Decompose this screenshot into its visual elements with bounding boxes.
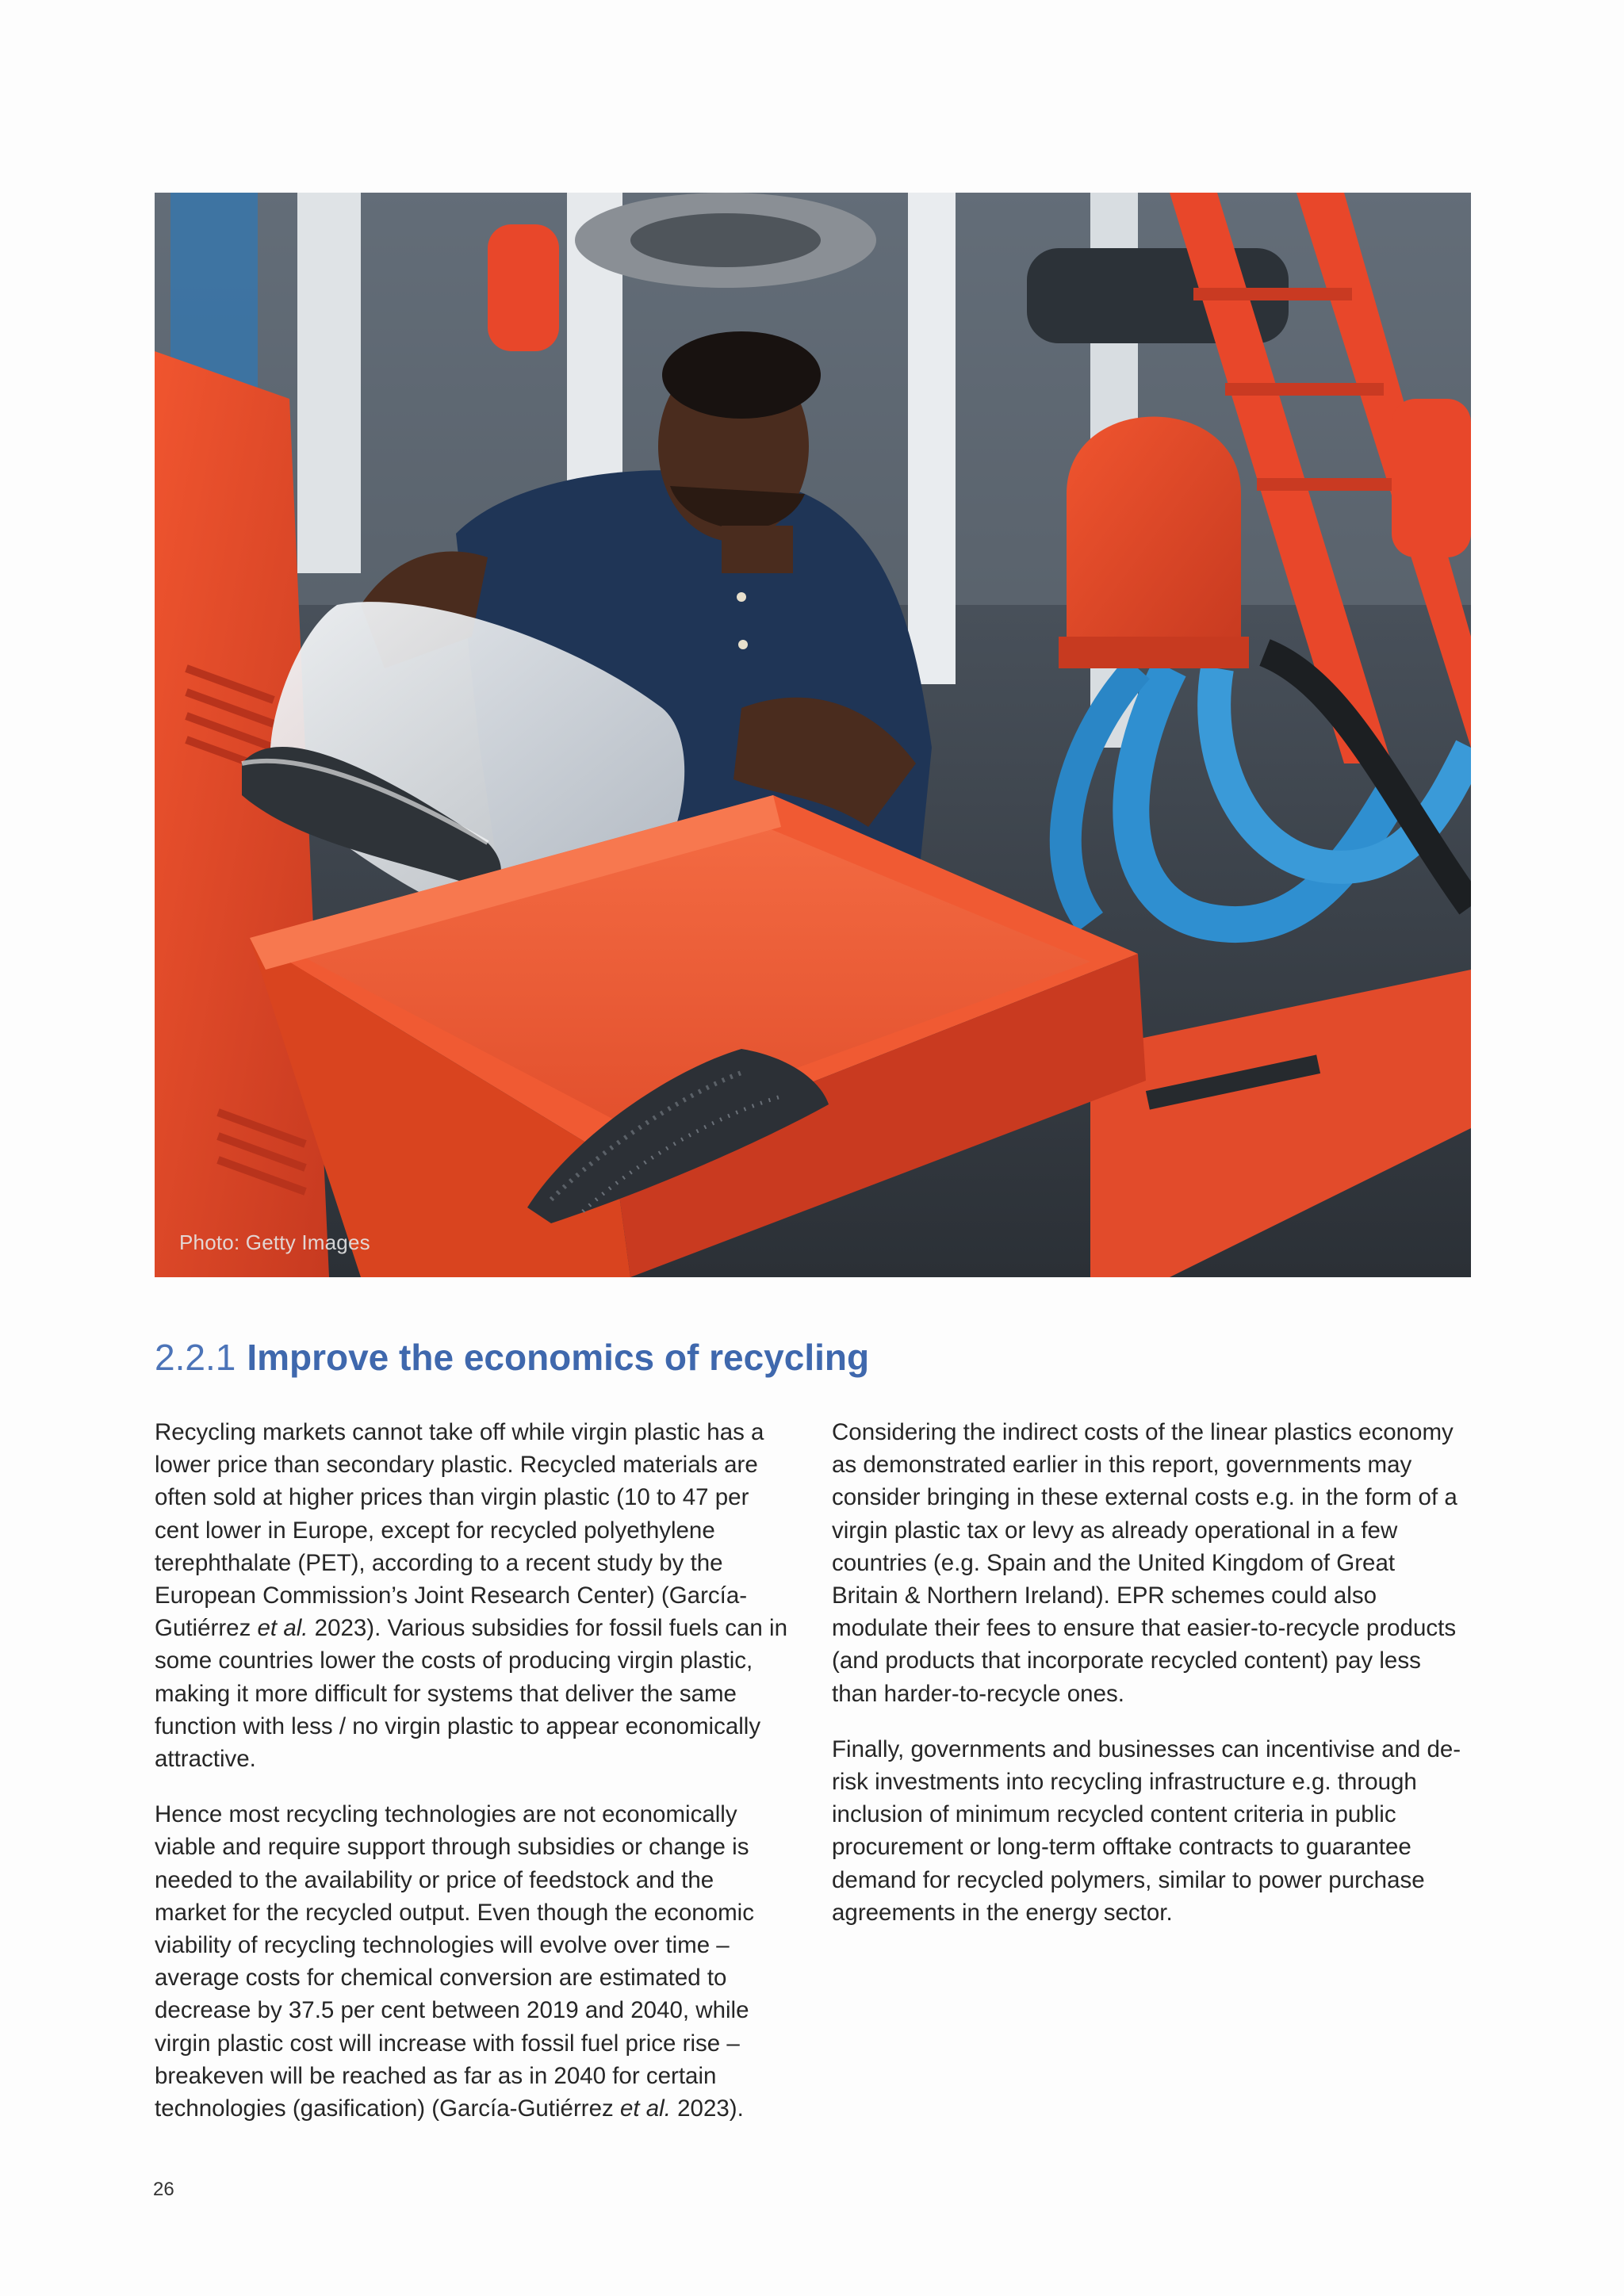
section-number: 2.2.1 — [155, 1337, 236, 1378]
left-paragraph-1 — [155, 1416, 789, 1775]
factory-illustration — [155, 193, 1471, 1277]
right-paragraph-2: Finally, governments and businesses can incentivise and de-risk investments into recycling infrastructure e.g. through inclusion of minimum recycled content criteria in public procurement or long-term offtake contracts to guarantee demand for recycled polymers, similar to power purchase agreements in the energy sector. — [832, 1735, 1461, 1926]
section-heading — [155, 1334, 1471, 1381]
left-p1-text-b: 2023). Various subsidies for fossil fuels can in some countries lower the costs of producing virgin plastic, making it more difficult for systems that deliver the same function with less / no virgin plastic to appear economically attractive. — [155, 1615, 787, 1773]
left-column — [155, 1416, 789, 2148]
right-column — [832, 1416, 1466, 1952]
left-p2-et-al: et al. — [619, 2095, 671, 2122]
photo-credit: Photo: Getty Images — [179, 1230, 370, 1254]
left-p2-text-a: Hence most recycling technologies are not economically viable and require support through subsidies or change is needed to the availability or price of feedstock and the market for the recycled output. Even though the economic viability of recycling technologies will evolve over time – average costs for chemical conversion are estimated to decrease by 37.5 per cent between 2019 and 2040, while virgin plastic cost will increase with fossil fuel price rise – breakeven will be reached as far as in 2040 for certain technologies (gasification) (García-Gutiérrez — [155, 1801, 754, 2122]
photo-recycling-worker — [155, 193, 1471, 1277]
right-paragraph-1: Considering the indirect costs of the linear plastics economy as demonstrated earlier in this report, governments may consider bringing in these external costs e.g. in the form of a virgin plastic tax or levy as already operational in a few countries (e.g. Spain and the United Kingdom of Great Britain & Northern Ireland). EPR schemes could also modulate their fees to ensure that easier-to-recycle products (and products that incorporate recycled content) pay less than harder-to-recycle ones. — [832, 1419, 1457, 1707]
left-paragraph-2 — [155, 1798, 789, 2125]
left-p2-text-b: 2023). — [670, 2095, 744, 2122]
left-p1-et-al: et al. — [257, 1615, 308, 1642]
page-number: 26 — [153, 2179, 174, 2200]
section-title: Improve the economics of recycling — [247, 1337, 870, 1378]
left-p1-text-a: Recycling markets cannot take off while virgin plastic has a lower price than secondary plastic. Recycled materials are often sold at higher prices than virgin plastic (10 to 47 per cent lower in Europe, except for recycled polyethylene terephthalate (PET), according to a recent study by the European Commission’s Joint Research Center) (García-Gutiérrez — [155, 1419, 764, 1642]
